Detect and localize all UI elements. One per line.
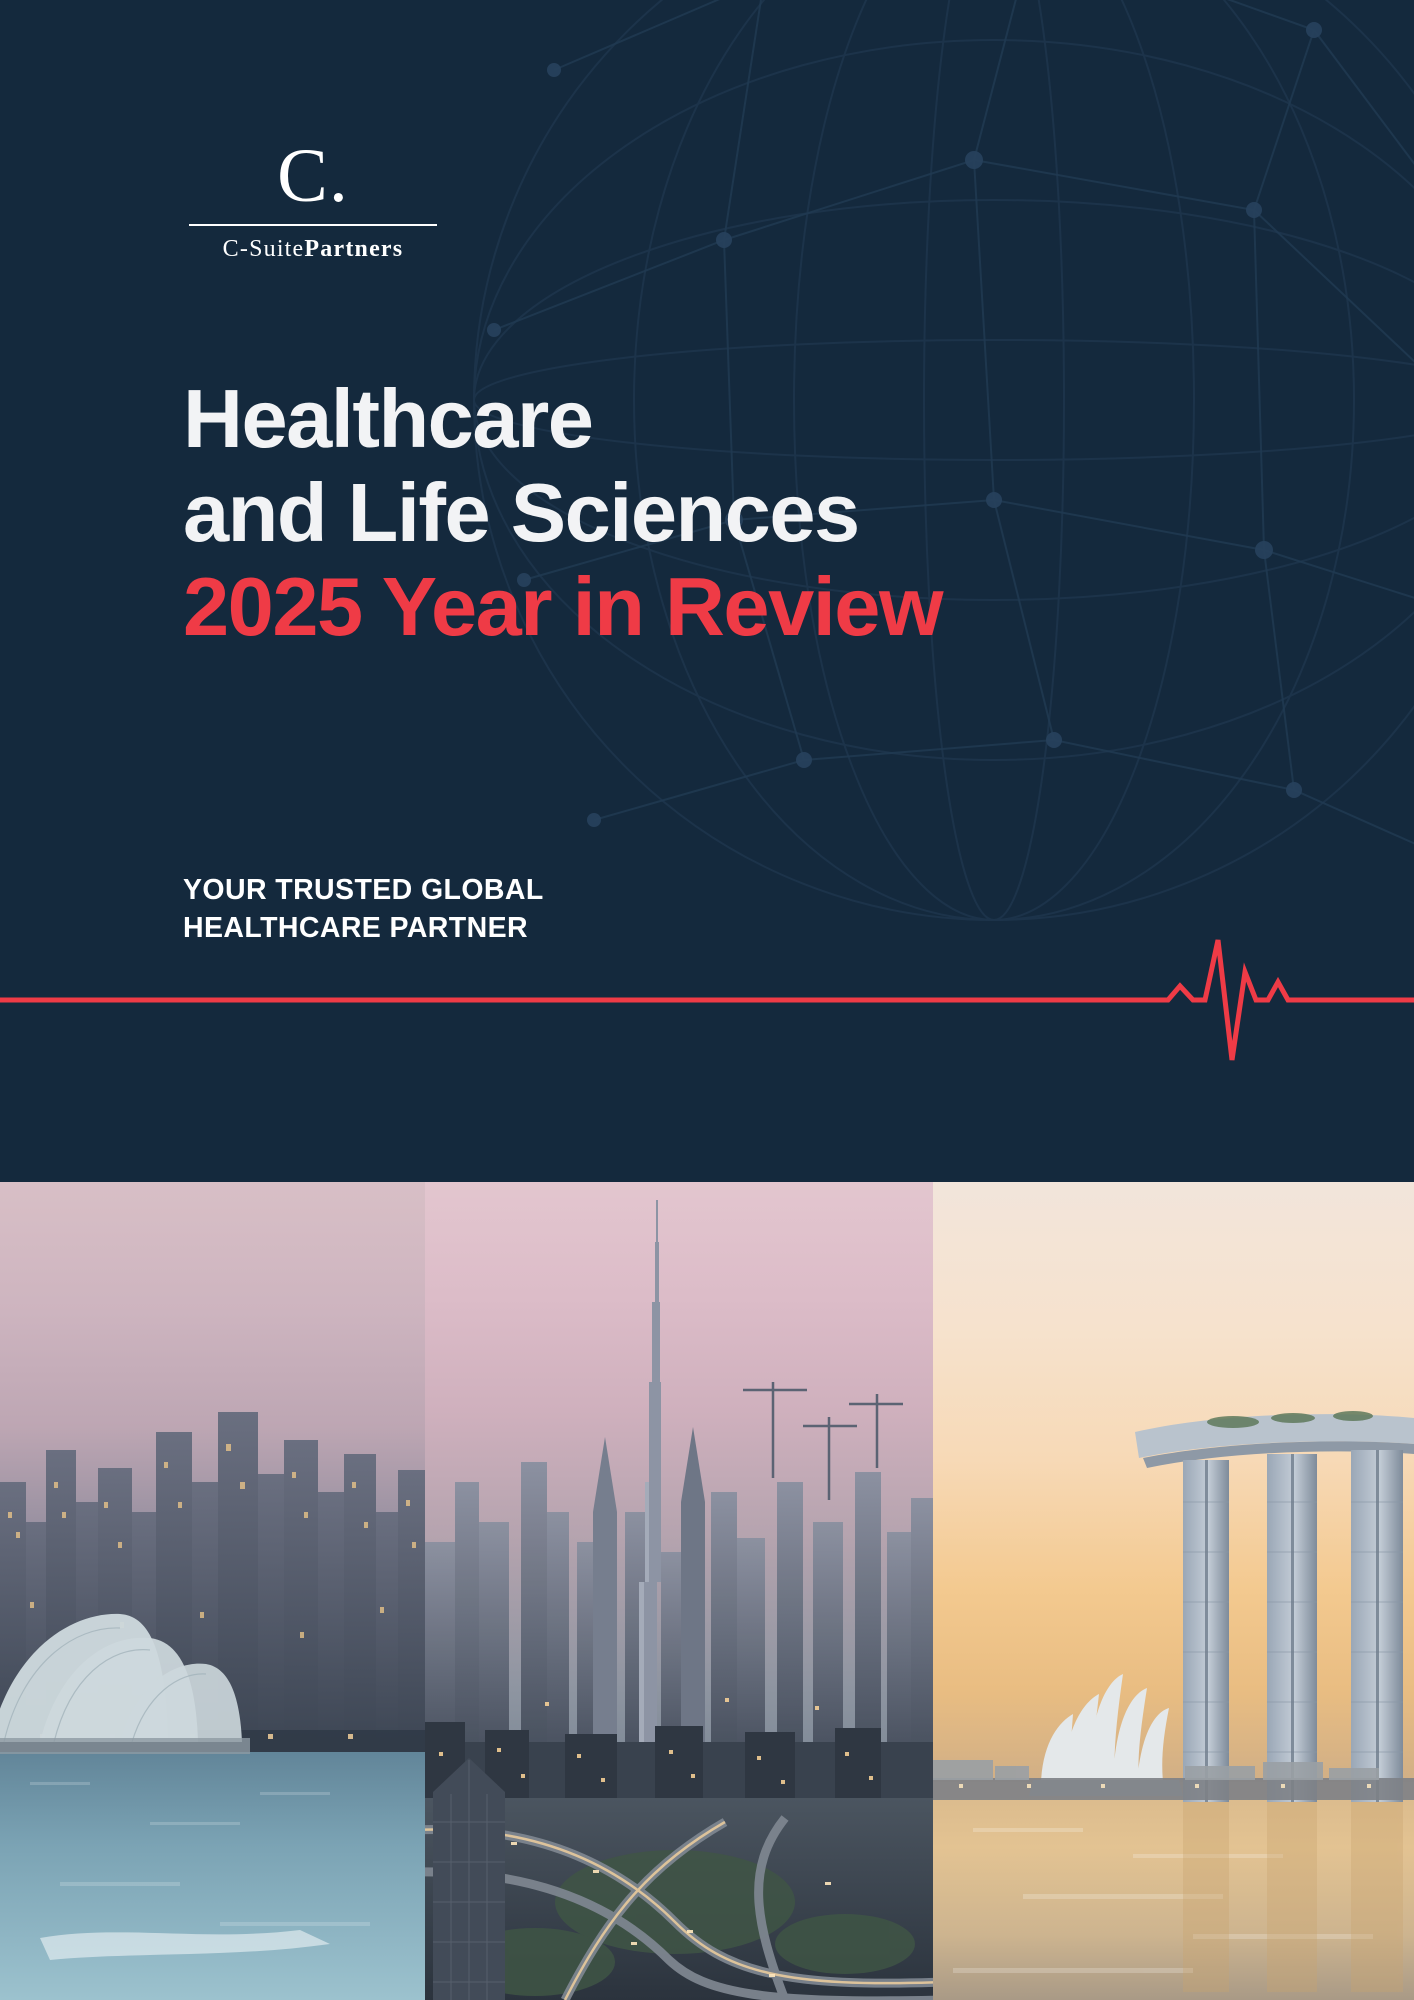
photo-dubai [425, 1182, 933, 2000]
page-title-line-1: Healthcare [183, 372, 593, 465]
photo-singapore [933, 1182, 1414, 2000]
page-title-line-2: and Life Sciences [183, 465, 859, 559]
logo-divider [189, 224, 437, 226]
photo-sydney-artwork [0, 1182, 425, 2000]
logo-wordmark-suffix: Partners [304, 236, 404, 263]
logo-wordmark-prefix: C-Suite [222, 236, 305, 263]
photo-sydney [0, 1182, 425, 2000]
brand-logo [183, 134, 443, 263]
heartbeat-pulse-rule [0, 920, 1414, 1100]
tagline-line-2: HEALTHCARE PARTNER [183, 911, 528, 944]
logo-wordmark [183, 236, 443, 263]
page-title [183, 372, 1243, 653]
photo-dubai-artwork [425, 1182, 933, 2000]
photo-strip [0, 1182, 1414, 2000]
tagline-line-1: YOUR TRUSTED GLOBAL [183, 874, 544, 906]
logo-mark: C. [277, 134, 349, 218]
photo-singapore-artwork [933, 1182, 1414, 2000]
heartbeat-icon [0, 920, 1414, 1100]
page-title-line-3: 2025 Year in Review [183, 559, 943, 653]
